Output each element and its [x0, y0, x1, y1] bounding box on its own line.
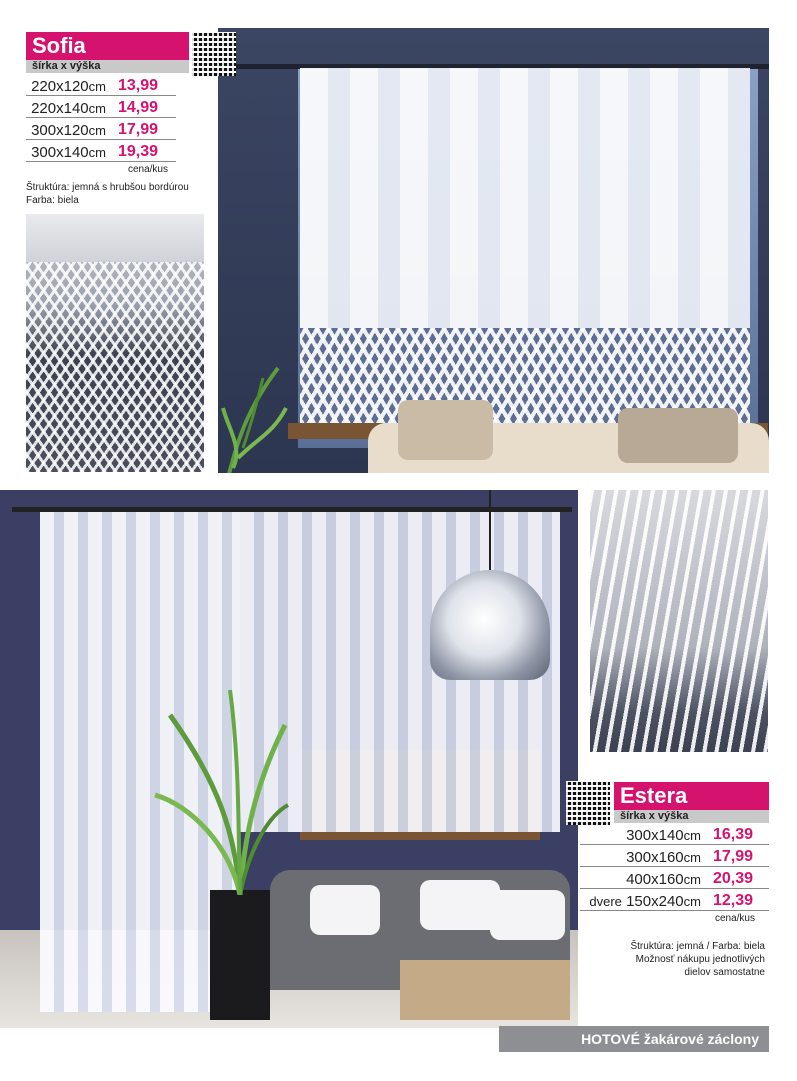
unit: cm	[683, 894, 701, 909]
sofia-room-photo	[218, 28, 769, 473]
qr-code-icon[interactable]	[566, 781, 610, 825]
price: 17,99	[118, 121, 159, 138]
size: 220x140	[31, 100, 89, 117]
unit: cm	[683, 872, 701, 887]
price-row	[580, 889, 769, 911]
estera-info-panel	[614, 782, 769, 823]
estera-price-table	[580, 823, 769, 925]
size: 300x160	[626, 849, 684, 866]
color-text: Farba: biela	[26, 195, 79, 206]
price: 12,39	[713, 892, 754, 909]
structure-text: Štruktúra: jemná s hrubšou bordúrou	[26, 182, 189, 193]
lamp-cord	[489, 490, 491, 570]
pillow	[310, 885, 380, 935]
estera-title: Estera	[614, 782, 769, 810]
qr-code-icon[interactable]	[192, 32, 236, 76]
structure-text: Štruktúra: jemná / Farba: biela	[630, 941, 765, 952]
estera-dims-header: šírka x výška	[614, 810, 769, 823]
size: 300x140	[626, 827, 684, 844]
pendant-lamp	[430, 570, 550, 680]
plant-pot	[210, 890, 270, 1020]
sofia-curtain	[300, 68, 750, 423]
size: 220x120	[31, 78, 89, 95]
price-row	[580, 867, 769, 889]
sofia-detail-photo	[26, 214, 204, 472]
price-row	[26, 74, 176, 96]
unit: cm	[88, 123, 106, 138]
sofia-title: Sofia	[26, 32, 189, 60]
size: 300x120	[31, 122, 89, 139]
estera-detail-photo	[590, 490, 768, 752]
price: 16,39	[713, 826, 754, 843]
unit: cm	[88, 79, 106, 94]
pillow	[398, 400, 493, 460]
unit: cm	[88, 101, 106, 116]
price-row	[26, 96, 176, 118]
pillow	[490, 890, 565, 940]
footer-banner: HOTOVÉ žakárové záclony	[499, 1026, 769, 1052]
price: 17,99	[713, 848, 754, 865]
size: 300x140	[31, 144, 89, 161]
price: 20,39	[713, 870, 754, 887]
sofia-price-table	[26, 74, 176, 176]
plant-icon	[150, 685, 290, 895]
unit: cm	[683, 828, 701, 843]
size: 150x240	[626, 893, 684, 910]
unit: cm	[88, 145, 106, 160]
pillow	[618, 408, 738, 463]
unit: cm	[683, 850, 701, 865]
sofia-dims-header: šírka x výška	[26, 60, 189, 73]
price: 14,99	[118, 99, 159, 116]
sofia-info-panel	[26, 32, 189, 73]
pillow	[420, 880, 500, 930]
price-row	[26, 118, 176, 140]
coffee-table	[400, 960, 570, 1020]
per-piece-note: cena/kus	[127, 164, 168, 175]
price-row	[580, 845, 769, 867]
estera-room-photo	[0, 490, 578, 1028]
purchase-note: Možnosť nákupu jednotlivých	[635, 954, 765, 965]
price: 13,99	[118, 77, 159, 94]
price-row	[26, 140, 176, 162]
size: 400x160	[626, 871, 684, 888]
estera-description	[600, 940, 765, 979]
purchase-note-cont: dielov samostatne	[684, 967, 765, 978]
price-row	[580, 823, 769, 845]
plant-icon	[218, 338, 288, 473]
sofia-description	[26, 181, 216, 207]
price: 19,39	[118, 143, 159, 160]
per-piece-note: cena/kus	[714, 913, 755, 924]
prefix: dvere	[589, 894, 622, 909]
